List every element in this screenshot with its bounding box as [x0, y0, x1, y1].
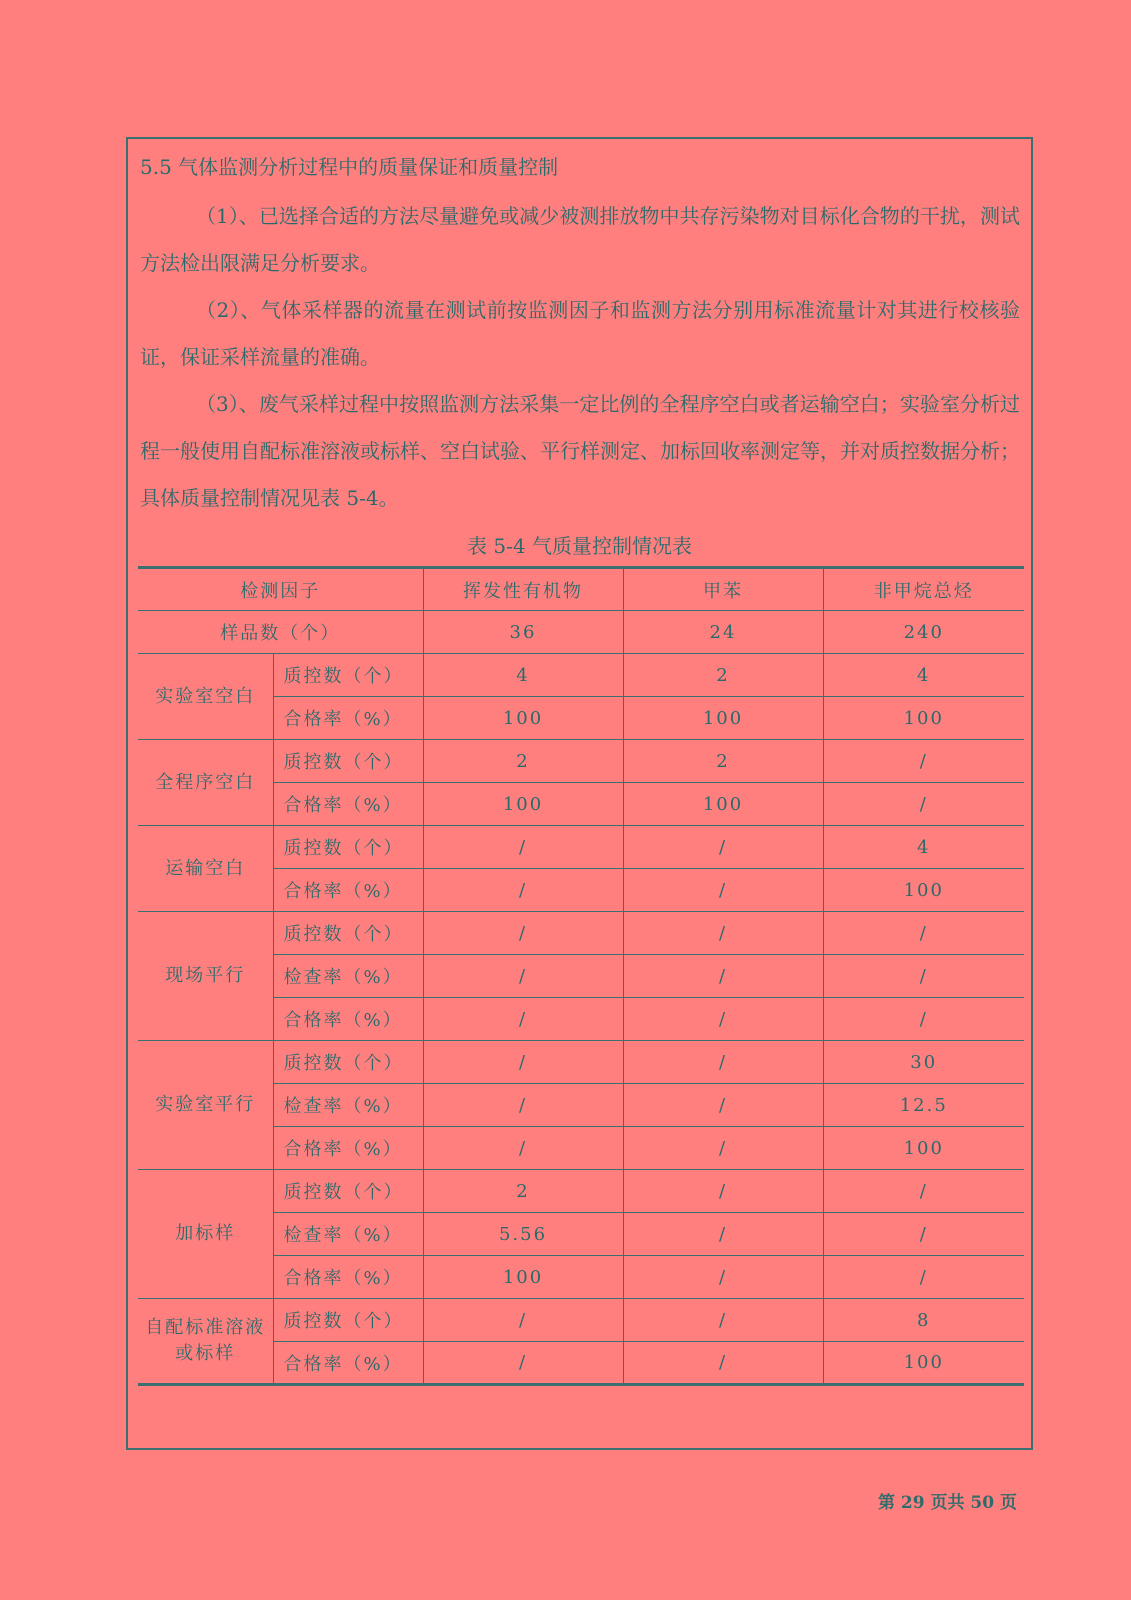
- value-cell: 2: [423, 1170, 623, 1213]
- group-label-cell: 全程序空白: [138, 740, 273, 826]
- group-label-cell: 实验室平行: [138, 1041, 273, 1170]
- metric-label-cell: 质控数（个）: [273, 1170, 423, 1213]
- group-label-cell: 现场平行: [138, 912, 273, 1041]
- header-cell: 挥发性有机物: [423, 568, 623, 611]
- value-cell: /: [423, 1299, 623, 1342]
- value-cell: 100: [823, 1127, 1024, 1170]
- table-row: [138, 1299, 1024, 1342]
- table-row: [138, 826, 1024, 869]
- value-cell: /: [623, 869, 823, 912]
- value-cell: 4: [423, 654, 623, 697]
- value-cell: 100: [823, 869, 1024, 912]
- metric-label-cell: 合格率（%）: [273, 1342, 423, 1385]
- paragraph-2: （2）、气体采样器的流量在测试前按监测因子和监测方法分别用标准流量计对其进行校核验证，保证采样流量的准确。: [140, 298, 1020, 369]
- value-cell: 240: [823, 611, 1024, 654]
- value-cell: 100: [823, 697, 1024, 740]
- value-cell: 100: [623, 783, 823, 826]
- value-cell: /: [623, 1084, 823, 1127]
- value-cell: 2: [623, 740, 823, 783]
- metric-label-cell: 检查率（%）: [273, 1213, 423, 1256]
- metric-label-cell: 质控数（个）: [273, 740, 423, 783]
- value-cell: /: [623, 1256, 823, 1299]
- value-cell: 5.56: [423, 1213, 623, 1256]
- table-caption: 表 5-4 气质量控制情况表: [467, 534, 692, 558]
- value-cell: /: [823, 740, 1024, 783]
- value-cell: /: [423, 1084, 623, 1127]
- value-cell: 4: [823, 826, 1024, 869]
- page-frame: [126, 137, 1033, 1450]
- value-cell: /: [423, 869, 623, 912]
- group-label-cell: 运输空白: [138, 826, 273, 912]
- value-cell: 4: [823, 654, 1024, 697]
- value-cell: /: [823, 1213, 1024, 1256]
- paragraph-1: （1）、已选择合适的方法尽量避免或减少被测排放物中共存污染物对目标化合物的干扰，测试方法检出限满足分析要求。: [140, 204, 1020, 275]
- value-cell: /: [423, 1127, 623, 1170]
- section-heading: 5.5 气体监测分析过程中的质量保证和质量控制: [140, 155, 559, 179]
- table-header-row: [138, 568, 1024, 611]
- metric-label-cell: 合格率（%）: [273, 697, 423, 740]
- value-cell: 100: [423, 697, 623, 740]
- metric-label-cell: 合格率（%）: [273, 869, 423, 912]
- metric-label-cell: 质控数（个）: [273, 1041, 423, 1084]
- paragraph-3: （3）、废气采样过程中按照监测方法采集一定比例的全程序空白或者运输空白；实验室分析过程一般使用自配标准溶液或标样、空白试验、平行样测定、加标回收率测定等，并对质控数据分析；具体质量控制情况见表 5-4。: [140, 392, 1020, 510]
- metric-label-cell: 检查率（%）: [273, 1084, 423, 1127]
- metric-label-cell: 质控数（个）: [273, 654, 423, 697]
- header-cell: 甲苯: [623, 568, 823, 611]
- metric-label-cell: 合格率（%）: [273, 1256, 423, 1299]
- value-cell: /: [623, 1299, 823, 1342]
- metric-label-cell: 质控数（个）: [273, 1299, 423, 1342]
- value-cell: 12.5: [823, 1084, 1024, 1127]
- value-cell: /: [823, 955, 1024, 998]
- group-label-cell: 实验室空白: [138, 654, 273, 740]
- value-cell: 100: [623, 697, 823, 740]
- metric-label-cell: 合格率（%）: [273, 998, 423, 1041]
- metric-label-cell: 合格率（%）: [273, 783, 423, 826]
- value-cell: /: [423, 912, 623, 955]
- value-cell: /: [623, 1127, 823, 1170]
- table-row: [138, 611, 1024, 654]
- header-cell: 非甲烷总烃: [823, 568, 1024, 611]
- value-cell: 36: [423, 611, 623, 654]
- header-cell: 检测因子: [138, 568, 423, 611]
- table-row: [138, 1041, 1024, 1084]
- value-cell: /: [623, 912, 823, 955]
- value-cell: /: [423, 1342, 623, 1385]
- value-cell: /: [823, 912, 1024, 955]
- value-cell: 100: [423, 1256, 623, 1299]
- table-row: [138, 912, 1024, 955]
- value-cell: /: [423, 998, 623, 1041]
- value-cell: 8: [823, 1299, 1024, 1342]
- value-cell: /: [623, 1041, 823, 1084]
- value-cell: /: [423, 826, 623, 869]
- table-row: [138, 740, 1024, 783]
- value-cell: /: [823, 1256, 1024, 1299]
- value-cell: 100: [423, 783, 623, 826]
- value-cell: 30: [823, 1041, 1024, 1084]
- value-cell: 2: [623, 654, 823, 697]
- quality-control-table: [138, 566, 1024, 1386]
- value-cell: /: [623, 955, 823, 998]
- value-cell: 2: [423, 740, 623, 783]
- value-cell: /: [623, 1213, 823, 1256]
- metric-label-cell: 合格率（%）: [273, 1127, 423, 1170]
- value-cell: /: [423, 955, 623, 998]
- value-cell: /: [423, 1041, 623, 1084]
- value-cell: 24: [623, 611, 823, 654]
- value-cell: /: [623, 826, 823, 869]
- metric-label-cell: 质控数（个）: [273, 826, 423, 869]
- metric-label-cell: 检查率（%）: [273, 955, 423, 998]
- page-footer: 第 29 页共 50 页: [878, 1493, 1017, 1513]
- value-cell: /: [623, 1342, 823, 1385]
- group-label-cell: 自配标准溶液或标样: [138, 1299, 273, 1385]
- value-cell: /: [823, 783, 1024, 826]
- table-row: [138, 1170, 1024, 1213]
- value-cell: /: [623, 1170, 823, 1213]
- row-label-cell: 样品数（个）: [138, 611, 423, 654]
- value-cell: /: [823, 1170, 1024, 1213]
- table-row: [138, 654, 1024, 697]
- value-cell: 100: [823, 1342, 1024, 1385]
- value-cell: /: [823, 998, 1024, 1041]
- metric-label-cell: 质控数（个）: [273, 912, 423, 955]
- group-label-cell: 加标样: [138, 1170, 273, 1299]
- value-cell: /: [623, 998, 823, 1041]
